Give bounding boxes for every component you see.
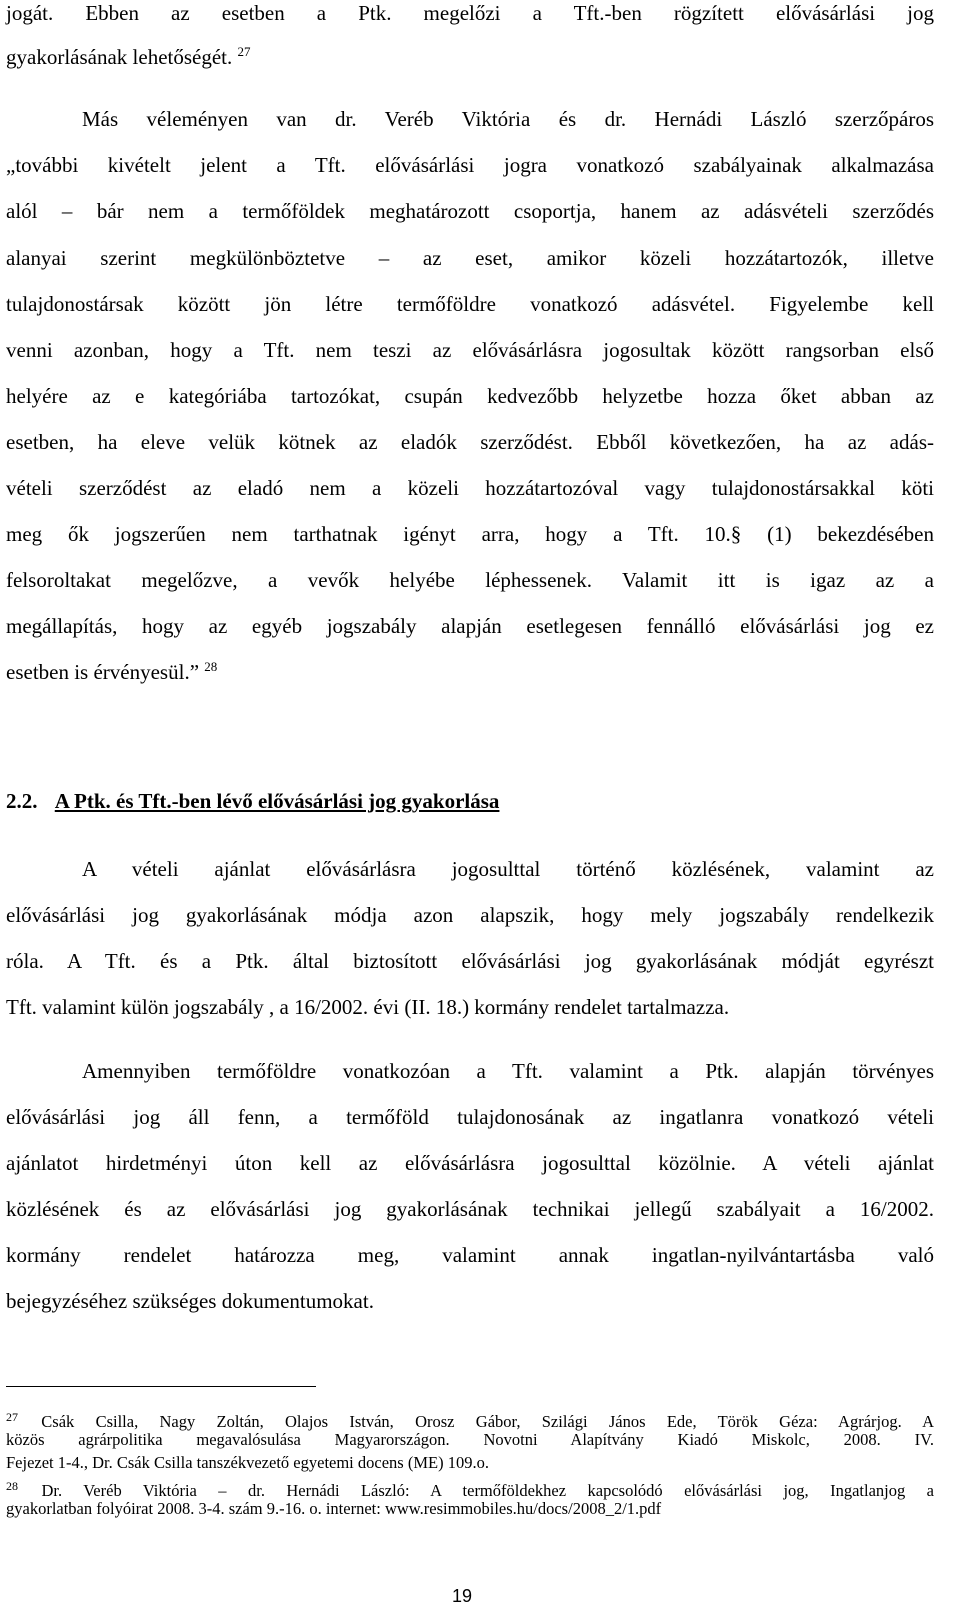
paragraph-2-line-8: esetben, ha eleve velük kötnek az eladók szerződést. Ebből következően, ha az adás- xyxy=(6,430,934,454)
paragraph-1-line-1: jogát. Ebben az esetben a Ptk. megelőzi a Tft.-ben rögzített elővásárlási jog xyxy=(6,1,934,25)
footnote-27-line-1-text: Csák Csilla, Nagy Zoltán, Olajos István, Orosz Gábor, Szilági János Ede, Török Géza: Agrárjog. A xyxy=(41,1412,935,1431)
section-title: A Ptk. és Tft.-ben lévő elővásárlási jog gyakorlása xyxy=(54,789,500,813)
footnote-28-line-1-text: Dr. Veréb Viktória – dr. Hernádi László: A termőföldekhez kapcsolódó elővásárlási jog, Ingatlanjog a xyxy=(41,1481,935,1500)
paragraph-3-line-3: róla. A Tft. és a Ptk. által biztosított elővásárlási jog gyakorlásának módját egyrészt xyxy=(6,949,934,973)
paragraph-4-line-6: bejegyzéséhez szükséges dokumentumokat. xyxy=(6,1289,374,1313)
paragraph-2-line-6: venni azonban, hogy a Tft. nem teszi az elővásárlásra jogosultak között rangsorban első xyxy=(6,338,934,362)
paragraph-2-line-5: tulajdonostársak között jön létre termőföldre vonatkozó adásvétel. Figyelembe kell xyxy=(6,292,934,316)
section-number: 2.2. xyxy=(6,789,38,813)
paragraph-2-line-1: Más véleményen van dr. Veréb Viktória és dr. Hernádi László szerzőpáros xyxy=(82,107,934,131)
footnote-separator xyxy=(6,1386,316,1387)
paragraph-3-line-2: elővásárlási jog gyakorlásának módja azon alapszik, hogy mely jogszabály rendelkezik xyxy=(6,903,934,927)
paragraph-3-line-1: A vételi ajánlat elővásárlásra jogosulttal történő közlésének, valamint az xyxy=(82,857,934,881)
paragraph-4-line-2: elővásárlási jog áll fenn, a termőföld tulajdonosának az ingatlanra vonatkozó vételi xyxy=(6,1105,934,1129)
paragraph-2-line-10: meg ők jogszerűen nem tarthatnak igényt arra, hogy a Tft. 10.§ (1) bekezdésében xyxy=(6,522,934,546)
footnote-27-line-1 xyxy=(6,1407,934,1432)
paragraph-4-line-1: Amennyiben termőföldre vonatkozóan a Tft. valamint a Ptk. alapján törvényes xyxy=(82,1059,934,1083)
paragraph-2-line-3: alól – bár nem a termőföldek meghatározott csoportja, hanem az adásvételi szerződés xyxy=(6,199,934,223)
paragraph-2-line-9: vételi szerződést az eladó nem a közeli hozzátartozóval vagy tulajdonostársakkal köti xyxy=(6,476,934,500)
footnote-ref-28[interactable]: 28 xyxy=(204,659,218,674)
footnote-28-number: 28 xyxy=(6,1479,18,1493)
paragraph-1-line-2-text: gyakorlásának lehetőségét. xyxy=(6,45,233,69)
paragraph-2-line-12: megállapítás, hogy az egyéb jogszabály alapján esetlegesen fennálló elővásárlási jog ez xyxy=(6,614,934,638)
footnote-27-line-2: közös agrárpolitika megavalósulása Magyarországon. Novotni Alapítvány Kiadó Miskolc, 2008. IV. xyxy=(6,1430,934,1449)
paragraph-2-line-4: alanyai szerint megkülönböztetve – az eset, amikor közeli hozzátartozók, illetve xyxy=(6,246,934,270)
paragraph-2-line-13 xyxy=(6,659,934,685)
paragraph-2-line-13-text: esetben is érvényesül.” xyxy=(6,660,200,684)
footnote-27-line-3: Fejezet 1-4., Dr. Csák Csilla tanszékvezető egyetemi docens (ME) 109.o. xyxy=(6,1453,489,1472)
paragraph-3-line-4: Tft. valamint külön jogszabály , a 16/2002. évi (II. 18.) kormány rendelet tartalmazza. xyxy=(6,995,730,1019)
section-heading xyxy=(6,788,934,814)
paragraph-2-line-2: „további kivételt jelent a Tft. elővásárlási jogra vonatkozó szabályainak alkalmazása xyxy=(6,153,934,177)
paragraph-2-line-11: felsoroltakat megelőzve, a vevők helyébe léphessenek. Valamit itt is igaz az a xyxy=(6,568,934,592)
footnote-28-line-2: gyakorlatban folyóirat 2008. 3-4. szám 9.-16. o. internet: www.resimmobiles.hu/docs/2008_2/1.pdf xyxy=(6,1499,662,1518)
paragraph-4-line-5: kormány rendelet határozza meg, valamint annak ingatlan-nyilvántartásba való xyxy=(6,1243,934,1267)
footnote-27-number: 27 xyxy=(6,1410,18,1424)
paragraph-2-line-7: helyére az e kategóriába tartozókat, csupán kedvezőbb helyzetbe hozza őket abban az xyxy=(6,384,934,408)
footnote-28-line-1 xyxy=(6,1476,934,1501)
footnote-ref-27[interactable]: 27 xyxy=(237,44,251,59)
paragraph-1-line-2 xyxy=(6,44,934,70)
paragraph-4-line-4: közlésének és az elővásárlási jog gyakorlásának technikai jellegű szabályait a 16/2002. xyxy=(6,1197,934,1221)
paragraph-4-line-3: ajánlatot hirdetményi úton kell az elővásárlásra jogosulttal közölnie. A vételi ajánlat xyxy=(6,1151,934,1175)
page-number: 19 xyxy=(452,1586,473,1606)
